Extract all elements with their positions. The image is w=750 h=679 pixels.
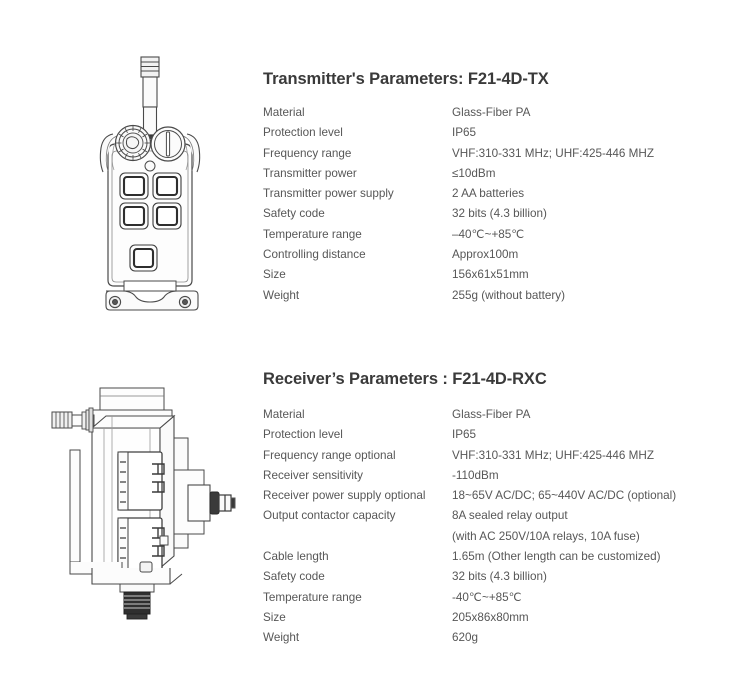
transmitter-value: –40℃~+85℃ [452, 227, 525, 241]
receiver-title: Receiver’s Parameters : F21-4D-RXC [263, 370, 547, 388]
transmitter-row [263, 103, 750, 123]
receiver-value: 620g [452, 631, 479, 645]
start-button [130, 245, 157, 271]
bottom-cable-gland [120, 584, 154, 619]
receiver-row [263, 608, 750, 628]
label-plate [124, 281, 176, 291]
receiver-value: Glass-Fiber PA [452, 408, 531, 421]
transmitter-row [263, 286, 750, 306]
receiver-row [263, 628, 750, 648]
receiver-spec-table [263, 405, 750, 649]
receiver-value: -110dBm [452, 468, 499, 482]
receiver-illustration [0, 340, 260, 650]
receiver-label: Material [263, 408, 305, 421]
transmitter-label: Controlling distance [263, 248, 366, 262]
receiver-row [263, 446, 750, 466]
receiver-value: 18~65V AC/DC; 65~440V AC/DC (optional) [452, 489, 677, 503]
receiver-label [263, 527, 452, 547]
receiver-row [263, 527, 750, 547]
led-indicator [145, 161, 155, 171]
transmitter-illustration [0, 0, 260, 320]
cable-gland [52, 408, 94, 432]
receiver-label: Temperature range [263, 590, 362, 604]
receiver-value: 1.65m (Other length can be customized) [452, 550, 661, 564]
transmitter-row [263, 164, 750, 184]
transmitter-row [263, 123, 750, 143]
transmitter-row [263, 265, 750, 285]
transmitter-label: Transmitter power supply [263, 187, 394, 201]
receiver-label: Receiver sensitivity [263, 468, 364, 482]
transmitter-label: Protection level [263, 126, 343, 140]
receiver-value: 32 bits (4.3 billion) [452, 570, 547, 584]
transmitter-row [263, 204, 750, 224]
f21-4d-tx-transmitter-line-drawing [0, 0, 260, 320]
transmitter-label: Size [263, 268, 286, 282]
right-connector [188, 485, 235, 521]
receiver-row [263, 405, 750, 425]
receiver-row [263, 486, 750, 506]
transmitter-value: 2 AA batteries [452, 187, 525, 201]
transmitter-value: IP65 [452, 126, 477, 140]
receiver-row [263, 466, 750, 486]
receiver-label: Protection level [263, 428, 343, 442]
key-selector-switch [151, 127, 185, 161]
transmitter-row [263, 245, 750, 265]
receiver-label: Weight [263, 631, 300, 645]
transmitter-row [263, 144, 750, 164]
f21-4d-rxc-receiver-line-drawing [0, 340, 260, 650]
transmitter-label: Transmitter power [263, 166, 357, 180]
receiver-row [263, 506, 750, 526]
receiver-value: -40℃~+85℃ [452, 590, 522, 604]
transmitter-value: 156x61x51mm [452, 268, 529, 282]
transmitter-value: Approx100m [452, 248, 519, 262]
receiver-label: Receiver power supply optional [263, 489, 426, 503]
transmitter-label: Material [263, 106, 305, 119]
receiver-value: 205x86x80mm [452, 610, 529, 624]
emergency-stop-knob [116, 126, 151, 161]
receiver-value: VHF:310-331 MHz; UHF:425-446 MHZ [452, 448, 654, 462]
upper-terminal-module [118, 452, 164, 510]
transmitter-label: Frequency range [263, 146, 352, 160]
bottom-bracket [106, 291, 198, 310]
transmitter-value: 32 bits (4.3 billion) [452, 207, 547, 221]
receiver-label: Frequency range optional [263, 448, 396, 462]
receiver-label: Size [263, 610, 286, 624]
transmitter-row [263, 225, 750, 245]
receiver-value: 8A sealed relay output [452, 509, 568, 523]
receiver-row [263, 547, 750, 567]
receiver-label: Safety code [263, 570, 325, 584]
receiver-label: Cable length [263, 550, 329, 564]
transmitter-label: Temperature range [263, 227, 362, 241]
transmitter-value: VHF:310-331 MHz; UHF:425-446 MHZ [452, 146, 654, 160]
transmitter-label: Weight [263, 288, 300, 302]
receiver-row [263, 567, 750, 587]
transmitter-value: 255g (without battery) [452, 288, 566, 302]
receiver-value: (with AC 250V/10A relays, 10A fuse) [452, 529, 640, 543]
transmitter-spec-table [263, 103, 750, 306]
transmitter-row [263, 184, 750, 204]
transmitter-value: Glass-Fiber PA [452, 106, 531, 119]
receiver-value: IP65 [452, 428, 477, 442]
transmitter-title: Transmitter's Parameters: F21-4D-TX [263, 70, 549, 88]
transmitter-value: ≤10dBm [452, 166, 496, 180]
receiver-row [263, 588, 750, 608]
receiver-section [0, 340, 750, 679]
transmitter-label: Safety code [263, 207, 325, 221]
receiver-row [263, 425, 750, 445]
receiver-label: Output contactor capacity [263, 509, 396, 523]
